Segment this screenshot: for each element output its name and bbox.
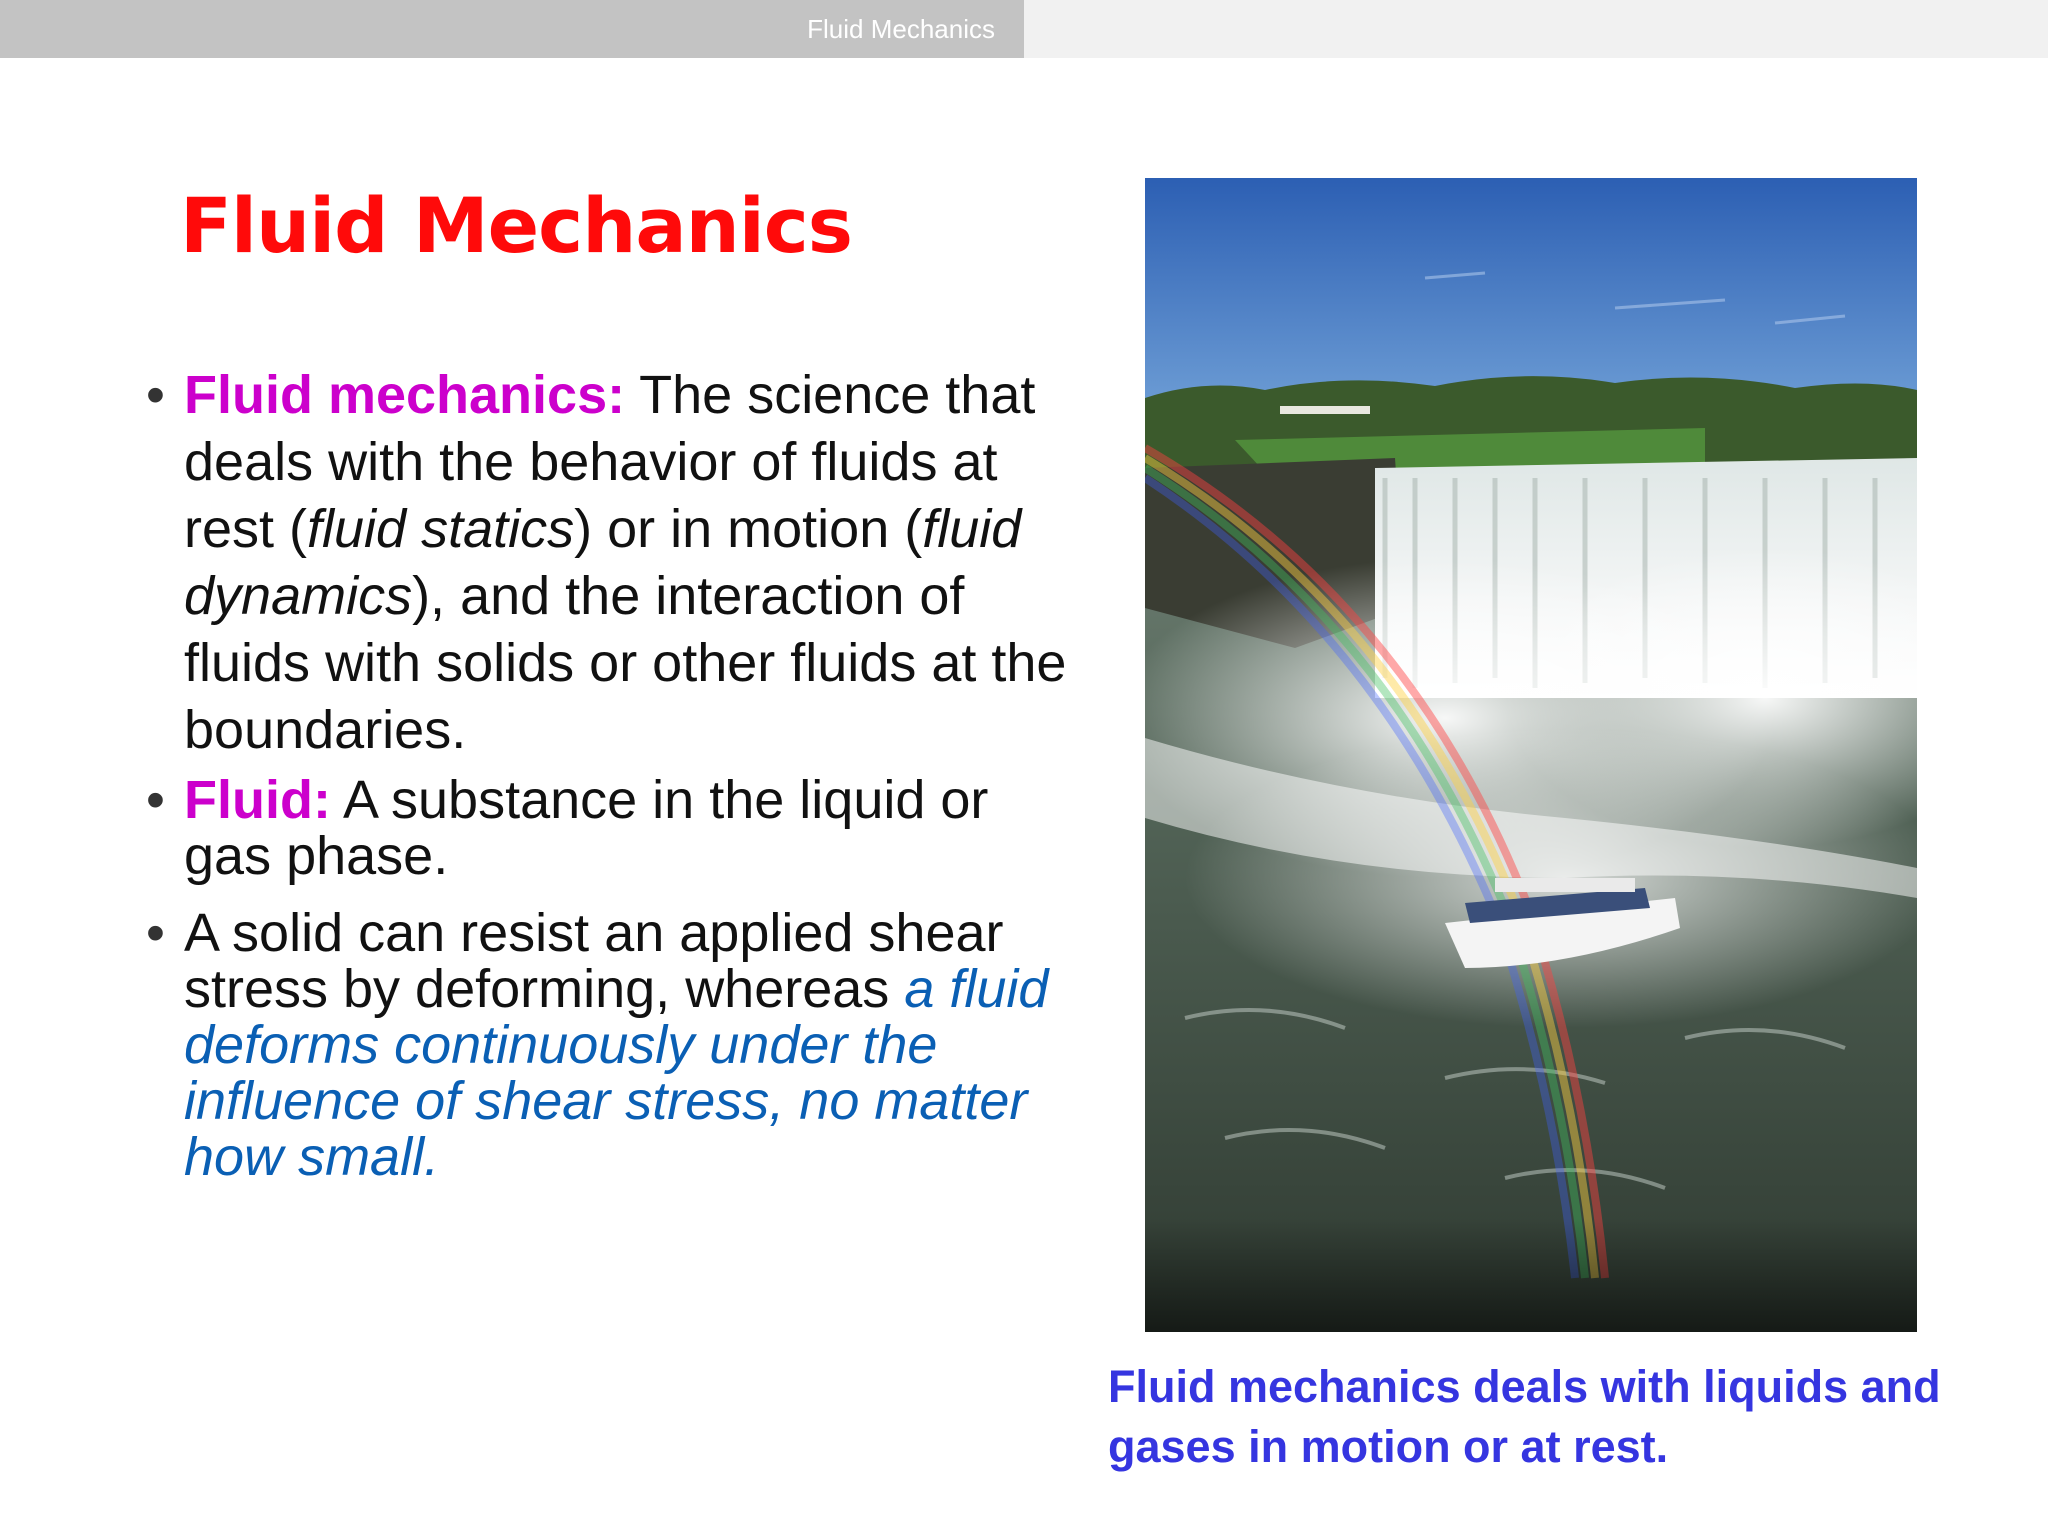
bullet-marker: • [146,903,165,963]
emphasis-fluid-statics: fluid statics [307,499,575,559]
waterfall-illustration [1145,178,1917,1332]
term-fluid-mechanics: Fluid mechanics: [184,365,626,425]
definition-text: The science that deals with the behavior of fluids at rest ( [184,365,1036,559]
definition-text: ), and the interaction of fluids with solids or other fluids at the boundaries. [184,566,1067,760]
top-bar [0,0,2048,58]
bullet-list [146,362,1086,1185]
document-tab-title: Fluid Mechanics [807,13,995,44]
waterfall-photo [1145,178,1917,1332]
definition-text: ) or in motion ( [574,499,923,559]
definition-text: A substance in the liquid or gas phase. [184,770,989,886]
bullet-marker: • [146,770,165,830]
bullet-fluid [146,772,1086,884]
bullet-marker: • [146,365,165,425]
bullet-solid-vs-fluid [146,905,1086,1185]
bullet-fluid-mechanics [146,362,1086,764]
emphasis-fluid-deforms: a fluid deforms continuously under the influence of shear stress, no matter how small. [184,959,1049,1187]
figure-caption: Fluid mechanics deals with liquids and gases in motion or at rest. [1108,1361,1941,1472]
term-fluid: Fluid: [184,770,331,830]
statement-text: A solid can resist an applied shear stress by deforming, whereas [184,903,1004,1019]
slide-title: Fluid Mechanics [180,181,853,270]
emphasis-fluid-dynamics: fluid dynamics [184,499,1022,626]
